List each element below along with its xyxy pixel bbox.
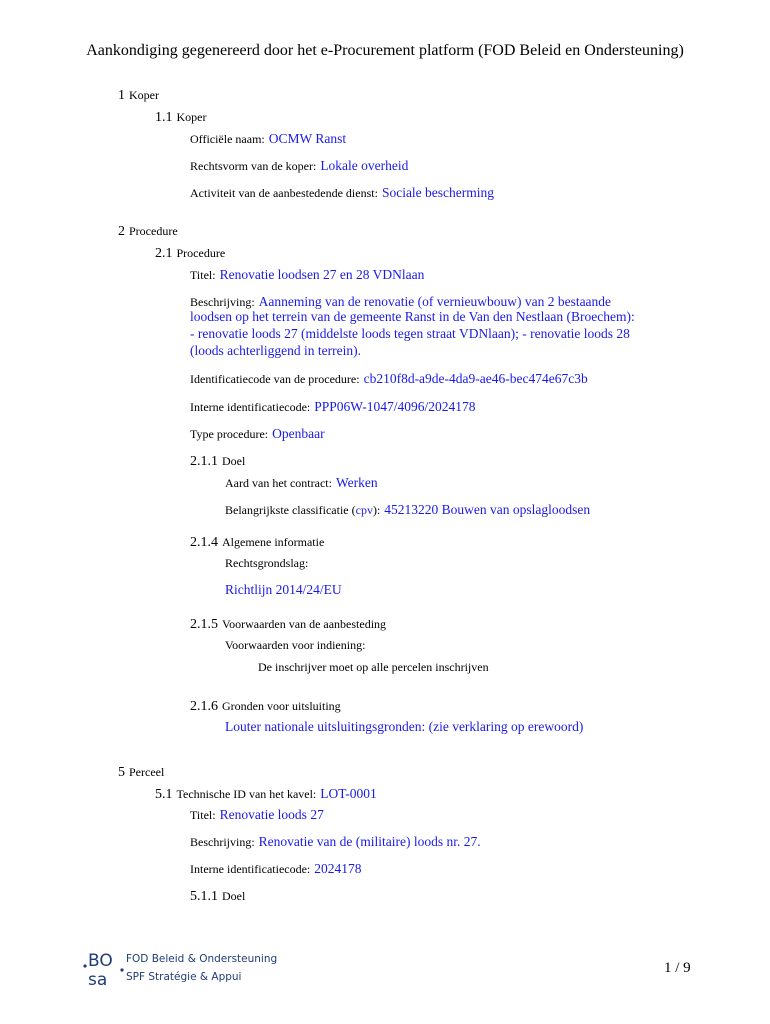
- section-number: 2.1.6: [190, 699, 218, 714]
- procedure-type-label: Type procedure:: [190, 427, 269, 441]
- org-name-nl: FOD Beleid & Ondersteuning: [126, 953, 278, 965]
- procedure-description-line-4: (loods achterliggend in terrein).: [190, 343, 361, 358]
- org-name-fr: SPF Stratégie & Appui: [126, 971, 242, 983]
- section-2-1-5-heading: [190, 615, 386, 633]
- bosa-logo-top: BO: [88, 951, 113, 971]
- official-name-value: OCMW Ranst: [268, 131, 347, 146]
- lot-title-value: Renovatie loods 27: [219, 807, 324, 822]
- classification-value: 45213220 Bouwen van opslagloodsen: [384, 502, 591, 517]
- section-number: 1: [118, 88, 125, 103]
- procedure-description-label: Beschrijving:: [190, 295, 255, 309]
- section-title: Koper: [176, 110, 207, 124]
- procedure-id-row: [190, 370, 588, 388]
- procedure-description-line-3: - renovatie loods 27 (middelste loods tegen straat VDNlaan); - renovatie loods 28: [190, 326, 630, 341]
- section-title: Gronden voor uitsluiting: [222, 699, 341, 713]
- classification-row: [225, 501, 590, 519]
- lot-internal-id-row: [190, 860, 362, 878]
- contract-nature-value: Werken: [335, 475, 378, 490]
- procedure-description-text: Aanneming van de renovatie (of vernieuwbouw) van 2 bestaande: [258, 294, 612, 309]
- exclusion-grounds-value: Louter nationale uitsluitingsgronden: (zie verklaring op erewoord): [225, 719, 584, 734]
- section-number: 5: [118, 765, 125, 780]
- procedure-id-value: cb210f8d-a9de-4da9-ae46-bec474e67c3b: [363, 371, 588, 386]
- procedure-type-row: [190, 425, 325, 443]
- contract-nature-label: Aard van het contract:: [225, 476, 332, 490]
- contract-nature-row: [225, 474, 378, 492]
- section-title: Koper: [129, 88, 159, 102]
- cpv-link[interactable]: cpv: [355, 503, 373, 517]
- section-number: 2.1.4: [190, 535, 218, 550]
- section-2-1-6-heading: [190, 697, 341, 715]
- section-number: 1.1: [155, 110, 173, 125]
- lot-internal-id-label: Interne identificatiecode:: [190, 862, 311, 876]
- procedure-title-row: [190, 266, 424, 284]
- submission-conditions-label: Voorwaarden voor indiening:: [225, 638, 366, 652]
- lot-tech-id-label: Technische ID van het kavel:: [176, 787, 317, 801]
- official-name-row: [190, 130, 346, 148]
- legal-form-row: [190, 157, 408, 175]
- activity-row: [190, 184, 494, 202]
- section-number: 5.1.1: [190, 889, 218, 904]
- classification-label-close: ):: [372, 503, 381, 517]
- section-title: Doel: [222, 454, 246, 468]
- procedure-description-line-2: loodsen op het terrein van de gemeente Ranst in de Van den Nestlaan (Broechem):: [190, 309, 635, 324]
- internal-id-label: Interne identificatiecode:: [190, 400, 311, 414]
- procedure-id-label: Identificatiecode van de procedure:: [190, 372, 360, 386]
- official-name-label: Officiële naam:: [190, 132, 265, 146]
- bosa-logo: [82, 949, 278, 991]
- section-1-1-heading: [155, 108, 207, 126]
- section-title: Procedure: [129, 224, 178, 238]
- section-5-1-1-heading: [190, 887, 245, 905]
- internal-id-row: [190, 398, 476, 416]
- section-title: Doel: [222, 889, 246, 903]
- section-2-heading: [118, 222, 178, 240]
- submission-conditions-value: De inschrijver moet op alle percelen inschrijven: [258, 660, 489, 674]
- section-5-1-heading: [155, 785, 377, 803]
- procedure-title-label: Titel:: [190, 268, 216, 282]
- procedure-title-value: Renovatie loodsen 27 en 28 VDNlaan: [219, 267, 425, 282]
- section-1-heading: [118, 86, 159, 104]
- page-header: Aankondiging gegenereerd door het e-Procurement platform (FOD Beleid en Ondersteuning): [86, 42, 684, 59]
- lot-description-label: Beschrijving:: [190, 835, 255, 849]
- bosa-logo-bottom: sa: [88, 970, 108, 990]
- section-title: Perceel: [129, 765, 165, 779]
- lot-description-row: [190, 833, 481, 851]
- section-number: 2.1.5: [190, 617, 218, 632]
- section-number: 5.1: [155, 787, 173, 802]
- section-number: 2: [118, 224, 125, 239]
- lot-internal-id-value: 2024178: [314, 861, 362, 876]
- legal-basis-label: Rechtsgrondslag:: [225, 556, 309, 570]
- section-title: Procedure: [176, 246, 226, 260]
- internal-id-value: PPP06W-1047/4096/2024178: [314, 399, 476, 414]
- page-number: 1 / 9: [664, 960, 691, 976]
- section-title: Voorwaarden van de aanbesteding: [222, 617, 387, 631]
- legal-form-value: Lokale overheid: [320, 158, 409, 173]
- lot-tech-id-value: LOT-0001: [320, 786, 377, 801]
- legal-basis-value: Richtlijn 2014/24/EU: [225, 582, 342, 597]
- lot-title-row: [190, 806, 324, 824]
- procedure-type-value: Openbaar: [272, 426, 325, 441]
- section-2-1-heading: [155, 244, 225, 262]
- section-2-1-1-heading: [190, 452, 245, 470]
- classification-label: Belangrijkste classificatie (: [225, 503, 356, 517]
- activity-value: Sociale bescherming: [381, 185, 495, 200]
- bosa-logo-mark-icon: [82, 949, 124, 991]
- section-title: Algemene informatie: [222, 535, 325, 549]
- section-number: 2.1: [155, 246, 173, 261]
- lot-description-value: Renovatie van de (militaire) loods nr. 27.: [258, 834, 481, 849]
- section-5-heading: [118, 763, 164, 781]
- legal-form-label: Rechtsvorm van de koper:: [190, 159, 317, 173]
- lot-title-label: Titel:: [190, 808, 216, 822]
- section-2-1-4-heading: [190, 533, 324, 551]
- activity-label: Activiteit van de aanbestedende dienst:: [190, 186, 378, 200]
- section-number: 2.1.1: [190, 454, 218, 469]
